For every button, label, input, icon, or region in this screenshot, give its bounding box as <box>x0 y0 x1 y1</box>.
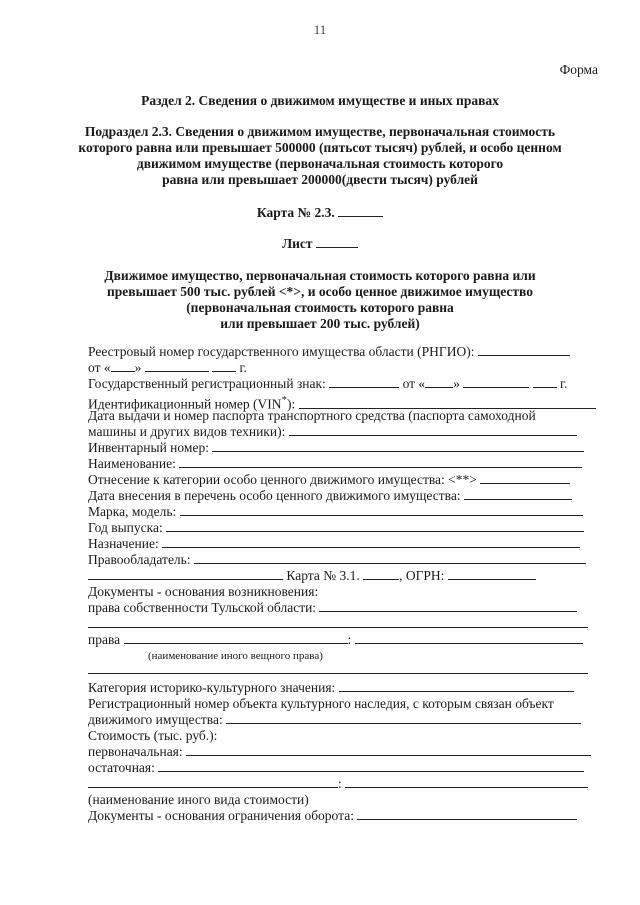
sheet-number-field[interactable] <box>316 236 358 248</box>
hist-category-label: Категория историко-культурного значения: <box>88 680 336 695</box>
brand-row <box>88 504 583 520</box>
docs-restriction-row <box>88 808 577 824</box>
ownership-row <box>88 600 577 616</box>
block-title-line-4: или превышает 200 тыс. рублей) <box>220 316 420 331</box>
card-31-label: Карта № 3.1. <box>286 568 360 583</box>
other-right-field-continued[interactable] <box>88 662 588 674</box>
rngio-day-field[interactable] <box>111 360 135 372</box>
ownership-field-continued[interactable] <box>88 616 588 628</box>
other-cost-row <box>88 776 588 792</box>
holder-field[interactable] <box>194 552 586 564</box>
holder-label: Правообладатель: <box>88 552 191 567</box>
subsection-title-line-4: равна или превышает 200000(двести тысяч) рублей <box>162 172 478 187</box>
ownership-row-2 <box>88 616 588 632</box>
other-cost-note: (наименование иного вида стоимости) <box>88 792 309 807</box>
rngio-label: Реестровый номер государственного имущества области (РНГИО): <box>88 344 475 359</box>
rngio-row <box>88 344 570 360</box>
block-title-line-3: (первоначальная стоимость которого равна <box>186 300 454 315</box>
rngio-date-row <box>88 360 247 376</box>
vin-label: Идентификационный номер (VIN <box>88 396 282 412</box>
reg-obj-field[interactable] <box>226 712 581 724</box>
other-right-name-field[interactable] <box>124 632 348 644</box>
card-31-field[interactable] <box>363 568 399 580</box>
card-label: Карта № 2.3. <box>256 205 335 220</box>
reg-sign-row <box>88 376 567 392</box>
category-row <box>88 472 570 488</box>
date-quote: » <box>134 360 142 375</box>
reg-obj-row <box>88 712 581 728</box>
date-quote: » <box>453 376 460 391</box>
reg-sign-month-field[interactable] <box>463 376 529 388</box>
holder-field-continued[interactable] <box>88 568 283 580</box>
ogrn-label: , ОГРН: <box>399 568 445 583</box>
date-prefix: от « <box>402 376 426 391</box>
vin-footnote-mark: * <box>281 394 287 406</box>
docs-restriction-label: Документы - основания ограничения оборота: <box>88 808 354 823</box>
reg-sign-year-field[interactable] <box>533 376 557 388</box>
passport-label-line-1: Дата выдачи и номер паспорта транспортного средства (паспорта самоходной <box>88 408 536 423</box>
docs-origin-label: Документы - основания возникновения: <box>88 584 319 599</box>
purpose-label: Назначение: <box>88 536 159 551</box>
purpose-field[interactable] <box>162 536 580 548</box>
brand-field[interactable] <box>180 504 583 516</box>
initial-cost-label: первоначальная: <box>88 744 183 759</box>
residual-cost-field[interactable] <box>158 760 584 772</box>
block-title-line-2: превышает 500 тыс. рублей <*>, и особо ценное движимое имущество <box>107 284 533 299</box>
initial-cost-field[interactable] <box>186 744 591 756</box>
category-label: Отнесение к категории особо ценного движимого имущества: <**> <box>88 472 477 487</box>
docs-restriction-field[interactable] <box>357 808 577 820</box>
card-31-row <box>88 568 536 584</box>
inventory-field[interactable] <box>212 440 584 452</box>
passport-label-line-2: машины и других видов техники): <box>88 424 286 439</box>
inventory-row <box>88 440 584 456</box>
colon: : <box>338 776 342 791</box>
year-row <box>88 520 584 536</box>
reg-obj-label-line-2: движимого имущества: <box>88 712 223 727</box>
vin-field[interactable] <box>299 397 596 409</box>
page-number: 11 <box>313 22 327 37</box>
subsection-title-line-1: Подраздел 2.3. Сведения о движимом имуществе, первоначальная стоимость <box>84 124 556 139</box>
name-row <box>88 456 582 472</box>
year-label: Год выпуска: <box>88 520 163 535</box>
holder-row <box>88 552 586 568</box>
sheet-number <box>0 236 640 252</box>
year-suffix: г. <box>239 360 247 375</box>
other-cost-name-field[interactable] <box>88 776 338 788</box>
name-label: Наименование: <box>88 456 176 471</box>
year-suffix: г. <box>560 376 568 391</box>
reg-obj-label-line-1: Регистрационный номер объекта культурного наследия, с которым связан объект <box>88 696 554 711</box>
vin-label-close: ): <box>286 396 296 412</box>
sheet-label: Лист <box>282 236 313 251</box>
category-field[interactable] <box>480 472 570 484</box>
hist-category-field[interactable] <box>339 680 574 692</box>
block-title-line-1: Движимое имущество, первоначальная стоимость которого равна или <box>104 268 536 283</box>
rngio-month-field[interactable] <box>145 360 209 372</box>
colon: : <box>347 632 352 647</box>
ownership-field[interactable] <box>319 600 577 612</box>
purpose-row <box>88 536 580 552</box>
cost-label: Стоимость (тыс. руб.): <box>88 728 218 743</box>
reg-sign-day-field[interactable] <box>425 376 453 388</box>
other-right-note: (наименование иного вещного права) <box>148 650 323 662</box>
reg-sign-field[interactable] <box>329 376 399 388</box>
rngio-year-field[interactable] <box>212 360 236 372</box>
initial-cost-row <box>88 744 591 760</box>
residual-cost-row <box>88 760 584 776</box>
subsection-title-line-2: которого равна или превышает 500000 (пятьсот тысяч) рублей, и особо ценном <box>78 140 562 155</box>
other-right-row-2 <box>88 662 588 678</box>
list-date-field[interactable] <box>464 488 572 500</box>
ownership-label: права собственности Тульской области: <box>88 600 317 615</box>
list-date-label: Дата внесения в перечень особо ценного движимого имущества: <box>88 488 461 503</box>
other-right-row <box>88 632 583 648</box>
ogrn-field[interactable] <box>448 568 536 580</box>
name-field[interactable] <box>179 456 582 468</box>
date-prefix: от « <box>88 360 111 375</box>
list-date-row <box>88 488 572 504</box>
form-label: Форма <box>559 62 598 77</box>
residual-cost-label: остаточная: <box>88 760 155 775</box>
rngio-field[interactable] <box>478 344 570 356</box>
subsection-title-line-3: движимом имуществе (первоначальная стоимость которого <box>136 156 504 171</box>
inventory-label: Инвентарный номер: <box>88 440 209 455</box>
right-label: права <box>88 632 121 647</box>
passport-field[interactable] <box>289 424 577 436</box>
hist-category-row <box>88 680 574 696</box>
card-number-field[interactable] <box>338 205 383 217</box>
reg-sign-label: Государственный регистрационный знак: <box>88 376 326 391</box>
year-field[interactable] <box>166 520 584 532</box>
other-cost-field[interactable] <box>345 776 588 788</box>
card-number <box>0 205 640 221</box>
section-title: Раздел 2. Сведения о движимом имуществе и иных правах <box>141 93 499 108</box>
passport-row <box>88 424 577 440</box>
other-right-field[interactable] <box>355 632 583 644</box>
brand-label: Марка, модель: <box>88 504 177 519</box>
